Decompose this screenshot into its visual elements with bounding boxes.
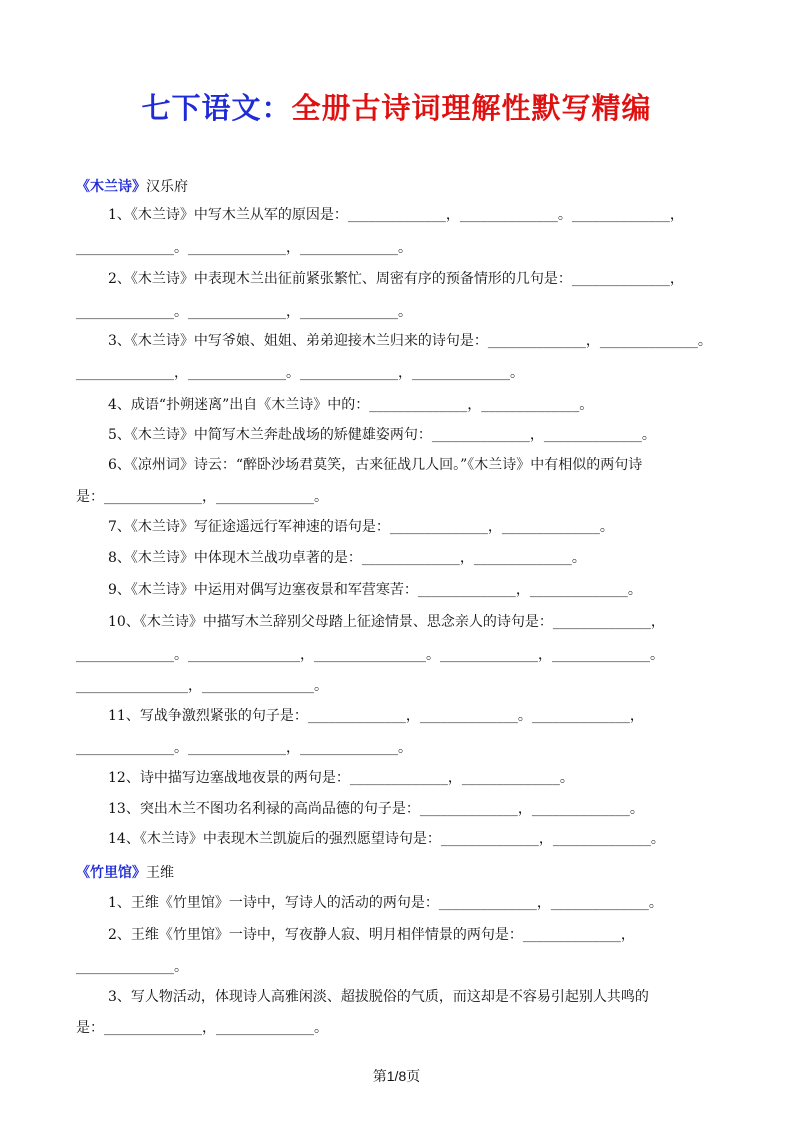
title-main: 全册古诗词理解性默写精编 — [291, 91, 652, 125]
question-line: ______________。________________，________________。______________，______________。 — [76, 647, 664, 663]
question-line: 2、王维《竹里馆》一诗中，写夜静人寂、明月相伴情景的两句是：______________， — [108, 927, 635, 943]
question-line: 1、《木兰诗》中写木兰从军的原因是：______________，______________。______________， — [108, 207, 684, 223]
question-line: 是：______________，______________。 — [76, 489, 328, 505]
question-line: 4、成语“扑朔迷离”出自《木兰诗》中的：______________，______________。 — [108, 397, 594, 413]
question-line: 13、突出木兰不图功名利禄的高尚品德的句子是：______________，______________。 — [108, 801, 644, 817]
question-line: 3、《木兰诗》中写爷娘、姐姐、弟弟迎接木兰归来的诗句是：______________，______________。 — [108, 333, 712, 349]
title-grade: 七下语文： — [141, 91, 292, 125]
question-line: 1、王维《竹里馆》一诗中，写诗人的活动的两句是：______________，______________。 — [108, 895, 663, 911]
question-line: 14、《木兰诗》中表现木兰凯旋后的强烈愿望诗句是：______________，______________。 — [108, 831, 665, 847]
section-heading-zhuliguan: 《竹里馆》王维 — [76, 865, 174, 881]
question-line: 11、写战争激烈紧张的句子是：______________，______________。______________， — [108, 708, 644, 724]
question-line: 是：______________，______________。 — [76, 1020, 328, 1036]
question-line: ______________。______________，______________。 — [76, 740, 412, 756]
question-line: 3、写人物活动，体现诗人高雅闲淡、超拔脱俗的气质，而这却是不容易引起别人共鸣的 — [108, 989, 649, 1005]
question-line: 10、《木兰诗》中描写木兰辞别父母踏上征途情景、思念亲人的诗句是：______________， — [108, 614, 665, 630]
question-line: 2、《木兰诗》中表现木兰出征前紧张繁忙、周密有序的预备情形的几句是：______________， — [108, 271, 684, 287]
question-line: 5、《木兰诗》中简写木兰奔赴战场的矫健雄姿两句：______________，______________。 — [108, 427, 656, 443]
question-line: ______________。______________，______________。 — [76, 304, 412, 320]
page-number: 第1/8页 — [372, 1068, 421, 1084]
question-line: ______________。 — [76, 959, 188, 975]
question-line: 7、《木兰诗》写征途遥远行军神速的语句是：______________，______________。 — [108, 519, 614, 535]
question-line: 8、《木兰诗》中体现木兰战功卓著的是：______________，______________。 — [108, 550, 586, 566]
question-line: ______________，______________。______________，______________。 — [76, 365, 524, 381]
question-line: 6、《凉州词》诗云：“醉卧沙场君莫笑，古来征战几人回。”《木兰诗》中有相似的两句诗 — [108, 457, 643, 473]
section-heading-mulanshi: 《木兰诗》汉乐府 — [76, 179, 188, 195]
question-line: 9、《木兰诗》中运用对偶写边塞夜景和军营寒苦：______________，______________。 — [108, 582, 642, 598]
question-line: ________________，________________。 — [76, 678, 328, 694]
question-line: 12、诗中描写边塞战地夜景的两句是：______________，______________。 — [108, 770, 574, 786]
question-line: ______________。______________，______________。 — [76, 240, 412, 256]
